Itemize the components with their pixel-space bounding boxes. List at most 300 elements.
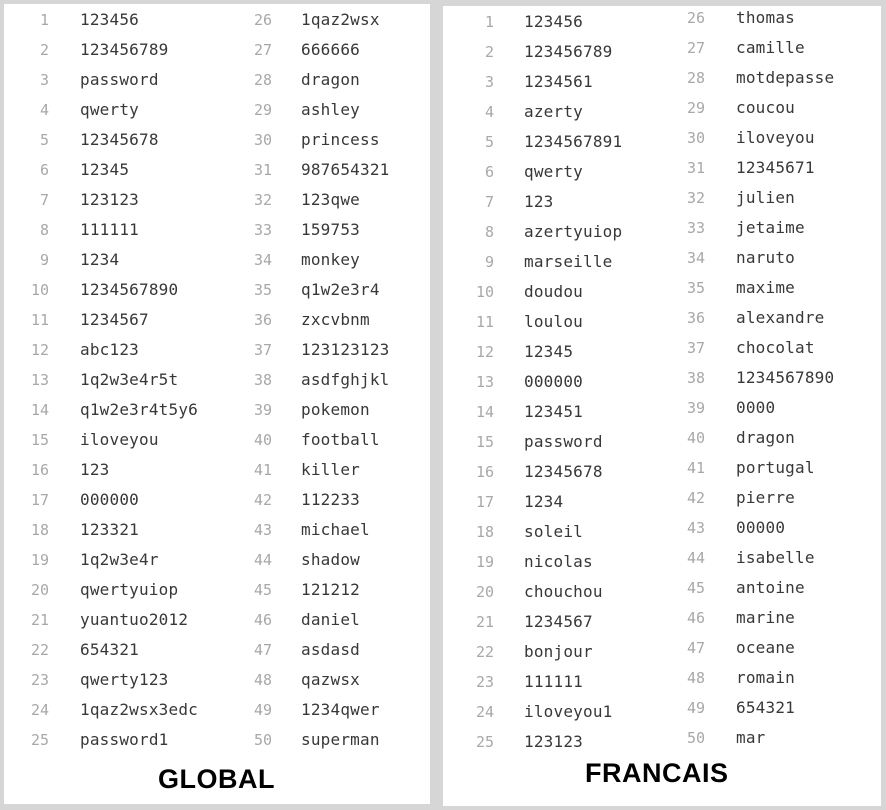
rank-number: 41 xyxy=(686,459,705,477)
rank-number: 7 xyxy=(484,193,494,211)
password-text: 000000 xyxy=(80,490,139,509)
list-item xyxy=(242,605,360,635)
rank-number: 25 xyxy=(475,733,494,751)
list-item xyxy=(242,185,360,215)
list-item xyxy=(675,183,795,213)
list-item xyxy=(675,573,805,603)
list-item xyxy=(24,635,139,665)
list-item xyxy=(242,245,360,275)
password-text: football xyxy=(301,430,380,449)
rank-number: 12 xyxy=(30,341,49,359)
rank-number: 50 xyxy=(686,729,705,747)
list-item xyxy=(24,395,198,425)
password-text: asdfghjkl xyxy=(301,370,390,389)
rank-number: 3 xyxy=(484,73,494,91)
francais-panel xyxy=(443,6,881,806)
list-item xyxy=(242,5,380,35)
list-item xyxy=(242,515,370,545)
list-item xyxy=(242,305,370,335)
password-text: q1w2e3r4t5y6 xyxy=(80,400,198,419)
rank-number: 47 xyxy=(253,641,272,659)
list-item xyxy=(24,665,169,695)
list-item xyxy=(469,457,603,487)
list-item xyxy=(675,213,805,243)
password-text: mar xyxy=(736,728,766,747)
password-text: asdasd xyxy=(301,640,360,659)
rank-number: 50 xyxy=(253,731,272,749)
list-item xyxy=(675,303,825,333)
password-text: 12345678 xyxy=(80,130,159,149)
list-item xyxy=(242,665,360,695)
password-text: password xyxy=(524,432,603,451)
rank-number: 39 xyxy=(253,401,272,419)
list-item xyxy=(242,635,360,665)
password-text: dragon xyxy=(736,428,795,447)
rank-number: 17 xyxy=(30,491,49,509)
password-text: 1qaz2wsx xyxy=(301,10,380,29)
list-item xyxy=(24,305,149,335)
password-text: qwerty xyxy=(524,162,583,181)
list-item xyxy=(469,67,593,97)
password-text: 0000 xyxy=(736,398,776,417)
password-text: 123123 xyxy=(524,732,583,751)
password-text: pierre xyxy=(736,488,795,507)
password-text: ashley xyxy=(301,100,360,119)
list-item xyxy=(242,575,360,605)
rank-number: 30 xyxy=(686,129,705,147)
list-item xyxy=(675,423,795,453)
list-item xyxy=(24,335,139,365)
password-text: azerty xyxy=(524,102,583,121)
list-item xyxy=(242,485,360,515)
list-item xyxy=(469,667,583,697)
password-text: portugal xyxy=(736,458,815,477)
rank-number: 27 xyxy=(253,41,272,59)
list-item xyxy=(675,453,815,483)
rank-number: 48 xyxy=(686,669,705,687)
list-item xyxy=(675,123,815,153)
list-item xyxy=(242,35,360,65)
password-text: alexandre xyxy=(736,308,825,327)
list-item xyxy=(675,723,766,753)
password-text: yuantuo2012 xyxy=(80,610,189,629)
list-item xyxy=(242,125,380,155)
password-text: 1234 xyxy=(80,250,120,269)
rank-number: 17 xyxy=(475,493,494,511)
rank-number: 24 xyxy=(30,701,49,719)
list-item xyxy=(675,93,795,123)
rank-number: 37 xyxy=(686,339,705,357)
password-text: soleil xyxy=(524,522,583,541)
password-text: superman xyxy=(301,730,380,749)
rank-number: 7 xyxy=(39,191,49,209)
list-item xyxy=(675,333,815,363)
rank-number: 20 xyxy=(30,581,49,599)
rank-number: 16 xyxy=(475,463,494,481)
rank-number: 23 xyxy=(475,673,494,691)
password-text: 123456789 xyxy=(80,40,169,59)
rank-number: 11 xyxy=(475,313,494,331)
rank-number: 33 xyxy=(686,219,705,237)
rank-number: 1 xyxy=(39,11,49,29)
password-text: 666666 xyxy=(301,40,360,59)
list-item xyxy=(469,7,583,37)
password-text: chouchou xyxy=(524,582,603,601)
list-item xyxy=(242,455,360,485)
list-item xyxy=(675,603,795,633)
password-text: doudou xyxy=(524,282,583,301)
rank-number: 19 xyxy=(475,553,494,571)
list-item xyxy=(469,187,554,217)
password-text: michael xyxy=(301,520,370,539)
password-text: daniel xyxy=(301,610,360,629)
rank-number: 35 xyxy=(253,281,272,299)
password-text: romain xyxy=(736,668,795,687)
list-item xyxy=(242,215,360,245)
rank-number: 41 xyxy=(253,461,272,479)
rank-number: 8 xyxy=(484,223,494,241)
password-text: isabelle xyxy=(736,548,815,567)
list-item xyxy=(675,693,795,723)
list-item xyxy=(675,393,776,423)
rank-number: 44 xyxy=(253,551,272,569)
rank-number: 10 xyxy=(475,283,494,301)
rank-number: 9 xyxy=(39,251,49,269)
password-text: 123321 xyxy=(80,520,139,539)
rank-number: 42 xyxy=(686,489,705,507)
password-text: iloveyou xyxy=(736,128,815,147)
list-item xyxy=(242,725,380,755)
list-item xyxy=(242,545,360,575)
global-caption: GLOBAL xyxy=(158,764,275,794)
rank-number: 34 xyxy=(686,249,705,267)
password-text: 112233 xyxy=(301,490,360,509)
list-item xyxy=(24,545,159,575)
password-text: 123qwe xyxy=(301,190,360,209)
password-text: thomas xyxy=(736,8,795,27)
list-item xyxy=(24,5,139,35)
rank-number: 15 xyxy=(30,431,49,449)
password-text: julien xyxy=(736,188,795,207)
password-text: chocolat xyxy=(736,338,815,357)
list-item xyxy=(469,337,574,367)
password-text: 12345671 xyxy=(736,158,815,177)
password-text: loulou xyxy=(524,312,583,331)
rank-number: 13 xyxy=(475,373,494,391)
list-item xyxy=(469,157,583,187)
rank-number: 5 xyxy=(484,133,494,151)
rank-number: 47 xyxy=(686,639,705,657)
password-text: 1qaz2wsx3edc xyxy=(80,700,198,719)
rank-number: 21 xyxy=(475,613,494,631)
password-text: 12345 xyxy=(524,342,574,361)
password-text: 1234567 xyxy=(524,612,593,631)
list-item xyxy=(469,277,583,307)
password-text: naruto xyxy=(736,248,795,267)
francais-caption: FRANCAIS xyxy=(585,758,729,788)
rank-number: 29 xyxy=(686,99,705,117)
list-item xyxy=(469,697,613,727)
password-text: zxcvbnm xyxy=(301,310,370,329)
list-item xyxy=(469,247,613,277)
rank-number: 15 xyxy=(475,433,494,451)
rank-number: 14 xyxy=(475,403,494,421)
password-text: monkey xyxy=(301,250,360,269)
rank-number: 26 xyxy=(253,11,272,29)
password-text: qwerty xyxy=(80,100,139,119)
rank-number: 43 xyxy=(686,519,705,537)
password-text: 1234567890 xyxy=(736,368,835,387)
rank-number: 33 xyxy=(253,221,272,239)
password-text: password xyxy=(80,70,159,89)
rank-number: 38 xyxy=(686,369,705,387)
rank-number: 3 xyxy=(39,71,49,89)
password-text: antoine xyxy=(736,578,805,597)
rank-number: 46 xyxy=(686,609,705,627)
list-item xyxy=(242,155,390,185)
list-item xyxy=(469,727,583,757)
password-text: coucou xyxy=(736,98,795,117)
rank-number: 19 xyxy=(30,551,49,569)
rank-number: 8 xyxy=(39,221,49,239)
rank-number: 30 xyxy=(253,131,272,149)
list-item xyxy=(675,33,805,63)
password-text: 1234qwer xyxy=(301,700,380,719)
password-text: 123 xyxy=(80,460,110,479)
list-item xyxy=(24,275,179,305)
password-text: bonjour xyxy=(524,642,593,661)
rank-number: 24 xyxy=(475,703,494,721)
list-item xyxy=(469,367,583,397)
rank-number: 34 xyxy=(253,251,272,269)
list-item xyxy=(242,365,390,395)
list-item xyxy=(469,37,613,67)
rank-number: 28 xyxy=(253,71,272,89)
list-item xyxy=(242,335,390,365)
rank-number: 27 xyxy=(686,39,705,57)
rank-number: 46 xyxy=(253,611,272,629)
list-item xyxy=(24,35,169,65)
list-item xyxy=(24,95,139,125)
password-text: 123 xyxy=(524,192,554,211)
list-item xyxy=(24,365,179,395)
rank-number: 36 xyxy=(253,311,272,329)
password-text: 123456 xyxy=(524,12,583,31)
list-item xyxy=(469,487,564,517)
rank-number: 48 xyxy=(253,671,272,689)
password-text: 987654321 xyxy=(301,160,390,179)
password-text: qwertyuiop xyxy=(80,580,179,599)
password-text: 111111 xyxy=(524,672,583,691)
list-item xyxy=(242,95,360,125)
password-text: killer xyxy=(301,460,360,479)
password-text: motdepasse xyxy=(736,68,835,87)
password-text: jetaime xyxy=(736,218,805,237)
list-item xyxy=(24,215,139,245)
password-text: 123123 xyxy=(80,190,139,209)
rank-number: 31 xyxy=(253,161,272,179)
rank-number: 35 xyxy=(686,279,705,297)
password-text: princess xyxy=(301,130,380,149)
list-item xyxy=(675,153,815,183)
list-item xyxy=(469,397,583,427)
password-text: 123456789 xyxy=(524,42,613,61)
password-text: shadow xyxy=(301,550,360,569)
password-text: 1q2w3e4r5t xyxy=(80,370,179,389)
list-item xyxy=(675,3,795,33)
password-text: 1234567891 xyxy=(524,132,623,151)
rank-number: 23 xyxy=(30,671,49,689)
list-item xyxy=(24,65,159,95)
list-item xyxy=(675,363,835,393)
rank-number: 11 xyxy=(30,311,49,329)
rank-number: 28 xyxy=(686,69,705,87)
password-text: 12345 xyxy=(80,160,130,179)
password-text: qwerty123 xyxy=(80,670,169,689)
list-item xyxy=(242,425,380,455)
list-item xyxy=(24,725,169,755)
password-text: abc123 xyxy=(80,340,139,359)
rank-number: 16 xyxy=(30,461,49,479)
rank-number: 14 xyxy=(30,401,49,419)
rank-number: 45 xyxy=(686,579,705,597)
list-item xyxy=(675,273,795,303)
rank-number: 29 xyxy=(253,101,272,119)
password-text: pokemon xyxy=(301,400,370,419)
list-item xyxy=(675,243,795,273)
rank-number: 9 xyxy=(484,253,494,271)
list-item xyxy=(675,513,786,543)
password-text: 1234 xyxy=(524,492,564,511)
password-text: q1w2e3r4 xyxy=(301,280,380,299)
password-text: marine xyxy=(736,608,795,627)
rank-number: 12 xyxy=(475,343,494,361)
list-item xyxy=(469,127,623,157)
password-text: 654321 xyxy=(80,640,139,659)
list-item xyxy=(24,515,139,545)
rank-number: 5 xyxy=(39,131,49,149)
rank-number: 22 xyxy=(475,643,494,661)
list-item xyxy=(469,307,583,337)
password-text: 111111 xyxy=(80,220,139,239)
list-item xyxy=(675,663,795,693)
list-item xyxy=(24,575,179,605)
list-item xyxy=(469,607,593,637)
rank-number: 1 xyxy=(484,13,494,31)
list-item xyxy=(469,577,603,607)
rank-number: 22 xyxy=(30,641,49,659)
password-text: iloveyou1 xyxy=(524,702,613,721)
password-text: 654321 xyxy=(736,698,795,717)
password-text: 123123123 xyxy=(301,340,390,359)
global-panel xyxy=(4,4,430,804)
rank-number: 37 xyxy=(253,341,272,359)
list-item xyxy=(24,485,139,515)
list-item xyxy=(469,427,603,457)
password-text: 12345678 xyxy=(524,462,603,481)
rank-number: 4 xyxy=(484,103,494,121)
list-item xyxy=(24,155,130,185)
list-item xyxy=(675,483,795,513)
password-text: 000000 xyxy=(524,372,583,391)
password-text: 00000 xyxy=(736,518,786,537)
password-text: 1234567890 xyxy=(80,280,179,299)
rank-number: 42 xyxy=(253,491,272,509)
password-text: 159753 xyxy=(301,220,360,239)
rank-number: 31 xyxy=(686,159,705,177)
list-item xyxy=(24,455,110,485)
rank-number: 45 xyxy=(253,581,272,599)
rank-number: 25 xyxy=(30,731,49,749)
list-item xyxy=(675,543,815,573)
rank-number: 36 xyxy=(686,309,705,327)
rank-number: 38 xyxy=(253,371,272,389)
rank-number: 10 xyxy=(30,281,49,299)
list-item xyxy=(242,65,360,95)
password-text: 121212 xyxy=(301,580,360,599)
list-item xyxy=(242,695,380,725)
rank-number: 40 xyxy=(686,429,705,447)
list-item xyxy=(242,395,370,425)
password-text: nicolas xyxy=(524,552,593,571)
rank-number: 44 xyxy=(686,549,705,567)
list-item xyxy=(24,185,139,215)
list-item xyxy=(469,517,583,547)
rank-number: 21 xyxy=(30,611,49,629)
list-item xyxy=(675,63,835,93)
password-text: password1 xyxy=(80,730,169,749)
password-text: iloveyou xyxy=(80,430,159,449)
list-item xyxy=(675,633,795,663)
password-text: 1q2w3e4r xyxy=(80,550,159,569)
list-item xyxy=(469,637,593,667)
rank-number: 13 xyxy=(30,371,49,389)
list-item xyxy=(242,275,380,305)
password-text: 1234561 xyxy=(524,72,593,91)
rank-number: 40 xyxy=(253,431,272,449)
rank-number: 49 xyxy=(253,701,272,719)
rank-number: 26 xyxy=(686,9,705,27)
list-item xyxy=(24,695,198,725)
list-item xyxy=(24,425,159,455)
list-item xyxy=(24,125,159,155)
rank-number: 32 xyxy=(253,191,272,209)
password-text: oceane xyxy=(736,638,795,657)
password-text: 123451 xyxy=(524,402,583,421)
password-text: dragon xyxy=(301,70,360,89)
list-item xyxy=(24,245,120,275)
rank-number: 43 xyxy=(253,521,272,539)
password-text: 123456 xyxy=(80,10,139,29)
rank-number: 2 xyxy=(484,43,494,61)
rank-number: 18 xyxy=(475,523,494,541)
rank-number: 6 xyxy=(484,163,494,181)
password-text: marseille xyxy=(524,252,613,271)
rank-number: 18 xyxy=(30,521,49,539)
password-text: qazwsx xyxy=(301,670,360,689)
password-text: camille xyxy=(736,38,805,57)
rank-number: 4 xyxy=(39,101,49,119)
password-text: 1234567 xyxy=(80,310,149,329)
password-text: azertyuiop xyxy=(524,222,623,241)
rank-number: 6 xyxy=(39,161,49,179)
list-item xyxy=(469,97,583,127)
password-text: maxime xyxy=(736,278,795,297)
rank-number: 49 xyxy=(686,699,705,717)
list-item xyxy=(469,217,623,247)
rank-number: 20 xyxy=(475,583,494,601)
rank-number: 32 xyxy=(686,189,705,207)
